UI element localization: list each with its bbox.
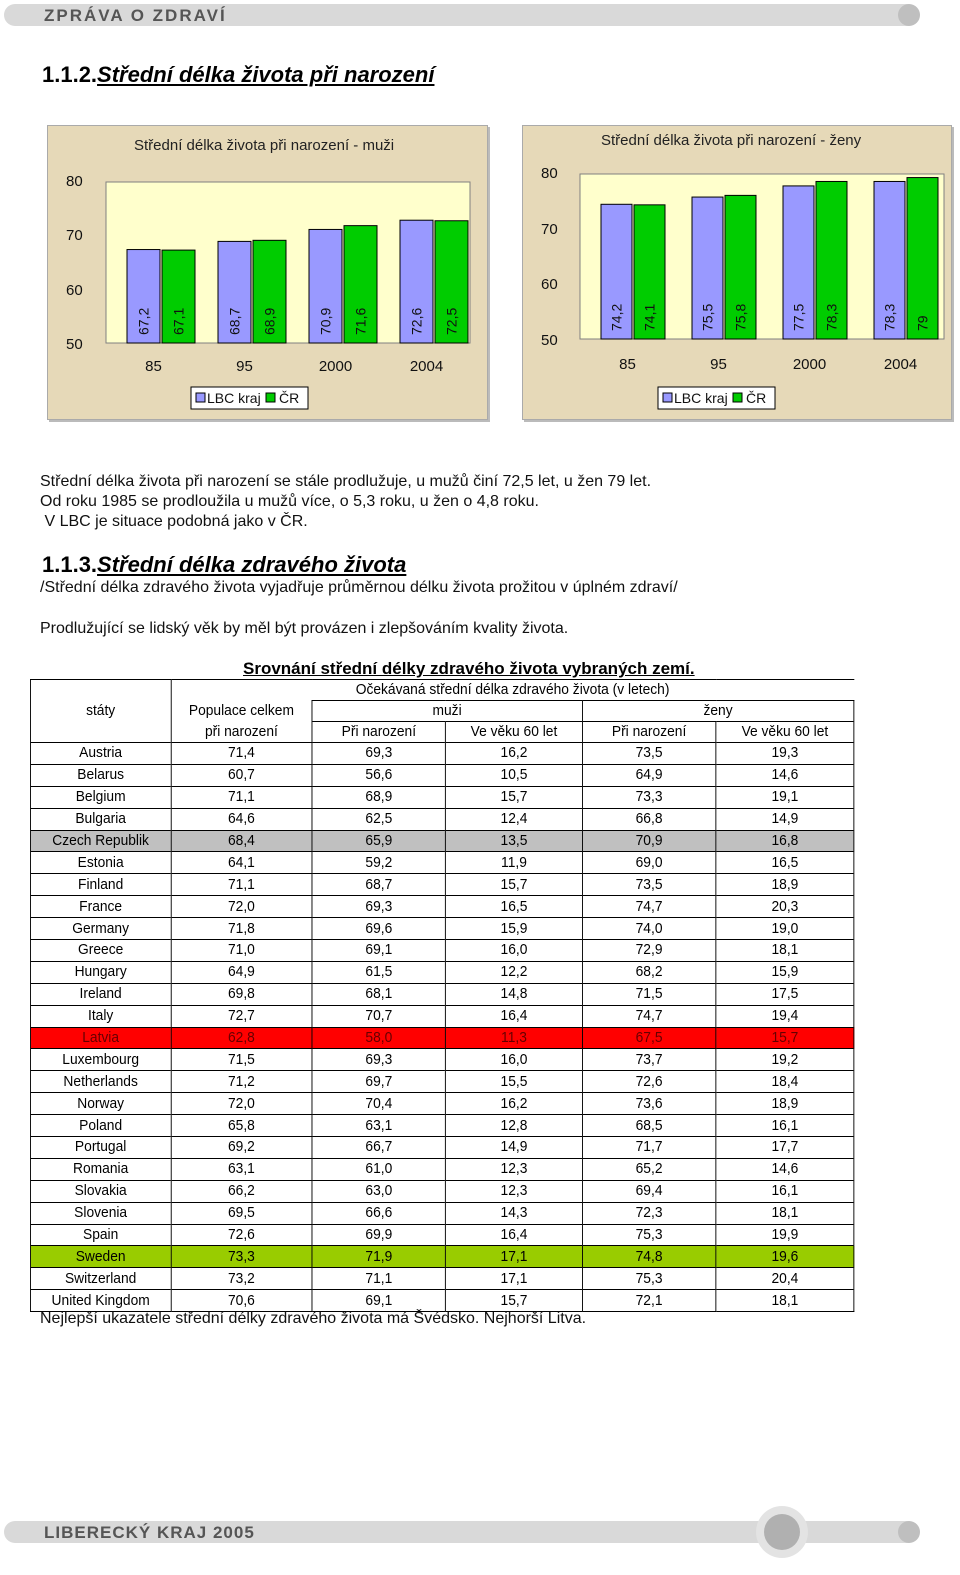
y-tick-label: 50	[541, 332, 558, 349]
table-row	[30, 1268, 853, 1290]
cell-men-birth: 58,0	[312, 1027, 446, 1049]
cell-state: Sweden	[30, 1246, 170, 1268]
y-tick-label: 60	[66, 282, 83, 299]
cell-women-birth: 71,7	[582, 1137, 716, 1159]
cell-women-60: 16,5	[716, 852, 854, 874]
section1-title: Střední délka života při narození	[97, 62, 435, 87]
table-row	[30, 1180, 853, 1202]
table-row	[30, 961, 853, 983]
cell-population: 63,1	[171, 1158, 312, 1180]
paragraph-line-2: Od roku 1985 se prodloužila u mužů více, o 5,3 roku, u žen o 4,8 roku.	[40, 493, 539, 510]
y-tick-label: 70	[541, 221, 558, 238]
table-row	[30, 786, 853, 808]
cell-men-birth: 69,3	[312, 743, 446, 765]
cell-men-60: 15,7	[446, 1290, 582, 1312]
cell-women-birth: 64,9	[582, 764, 716, 786]
col-header-men-60: Ve věku 60 let	[446, 722, 582, 743]
x-tick-label: 2004	[409, 358, 444, 375]
cell-state: Czech Republik	[30, 830, 170, 852]
cell-state: Ireland	[30, 983, 170, 1005]
section2-title: Střední délka zdravého života	[97, 552, 407, 577]
col-header-men-birth: Při narození	[312, 722, 446, 743]
cell-women-60: 15,9	[716, 961, 854, 983]
table-title: Srovnání střední délky zdravého života vybraných zemí.	[243, 659, 695, 678]
cell-women-60: 16,1	[716, 1115, 854, 1137]
cell-women-60: 15,7	[716, 1027, 854, 1049]
table-row	[30, 1049, 853, 1071]
cell-men-birth: 69,1	[312, 940, 446, 962]
cell-population: 72,0	[171, 1093, 312, 1115]
bar-value-label: 68,7	[226, 307, 243, 335]
cell-population: 73,3	[171, 1246, 312, 1268]
table-row	[30, 1224, 853, 1246]
cell-state: Hungary	[30, 961, 170, 983]
col-header-women-60: Ve věku 60 let	[716, 722, 854, 743]
cell-men-60: 16,2	[446, 1093, 582, 1115]
y-tick-label: 60	[541, 276, 558, 293]
chart-men-svg	[48, 126, 487, 419]
col-header-pop-2: při narození	[171, 722, 312, 743]
paragraph-line-1: Střední délka života při narození se stále prodlužuje, u mužů činí 72,5 let, u žen 79 let.	[40, 473, 652, 490]
cell-population: 66,2	[171, 1180, 312, 1202]
cell-women-60: 18,1	[716, 1202, 854, 1224]
cell-men-birth: 62,5	[312, 808, 446, 830]
x-tick-label: 95	[710, 356, 727, 373]
cell-women-60: 18,1	[716, 1290, 854, 1312]
table-row	[30, 830, 853, 852]
cell-men-60: 10,5	[446, 764, 582, 786]
cell-men-60: 11,3	[446, 1027, 582, 1049]
col-header-women-birth: Při narození	[582, 722, 716, 743]
cell-women-60: 19,2	[716, 1049, 854, 1071]
legend-swatch	[196, 393, 205, 402]
section-heading-1	[42, 62, 434, 88]
cell-women-60: 19,0	[716, 918, 854, 940]
cell-women-birth: 72,9	[582, 940, 716, 962]
section1-number: 1.1.2.	[42, 62, 98, 87]
cell-women-birth: 66,8	[582, 808, 716, 830]
cell-men-birth: 70,4	[312, 1093, 446, 1115]
cell-state: Portugal	[30, 1137, 170, 1159]
bar-value-label: 68,9	[261, 307, 278, 335]
cell-men-60: 12,3	[446, 1180, 582, 1202]
cell-population: 71,5	[171, 1049, 312, 1071]
paragraph-line-3: V LBC je situace podobná jako v ČR.	[40, 513, 308, 530]
table-row	[30, 1290, 853, 1312]
legend-swatch	[733, 393, 742, 402]
cell-men-birth: 69,3	[312, 896, 446, 918]
cell-men-60: 11,9	[446, 852, 582, 874]
cell-population: 60,7	[171, 764, 312, 786]
cell-women-birth: 69,0	[582, 852, 716, 874]
cell-men-60: 16,0	[446, 1049, 582, 1071]
cell-women-60: 18,9	[716, 874, 854, 896]
table-header-top: Očekávaná střední délka zdravého života (v letech)	[171, 680, 854, 701]
cell-men-60: 12,8	[446, 1115, 582, 1137]
conclusion-text: Nejlepší ukazatele střední délky zdravého života má Švédsko. Nejhorší Litva.	[40, 1310, 587, 1327]
cell-women-60: 18,4	[716, 1071, 854, 1093]
table-row	[30, 808, 853, 830]
x-tick-label: 85	[619, 356, 636, 373]
cell-women-birth: 73,7	[582, 1049, 716, 1071]
x-tick-label: 2000	[792, 356, 827, 373]
cell-women-60: 19,6	[716, 1246, 854, 1268]
cell-men-60: 16,4	[446, 1224, 582, 1246]
cell-men-birth: 61,5	[312, 961, 446, 983]
cell-state: Latvia	[30, 1027, 170, 1049]
cell-state: Luxembourg	[30, 1049, 170, 1071]
table-row	[30, 852, 853, 874]
cell-women-birth: 73,5	[582, 874, 716, 896]
cell-women-60: 17,7	[716, 1137, 854, 1159]
cell-women-birth: 74,7	[582, 1005, 716, 1027]
cell-men-60: 15,7	[446, 874, 582, 896]
cell-women-birth: 68,5	[582, 1115, 716, 1137]
cell-women-60: 14,9	[716, 808, 854, 830]
cell-men-birth: 66,6	[312, 1202, 446, 1224]
cell-men-60: 14,8	[446, 983, 582, 1005]
cell-men-birth: 69,3	[312, 1049, 446, 1071]
chart-women-svg	[523, 126, 951, 419]
cell-men-60: 15,5	[446, 1071, 582, 1093]
legend-label: ČR	[746, 390, 767, 406]
table-row	[30, 743, 853, 765]
cell-men-birth: 70,7	[312, 1005, 446, 1027]
cell-women-60: 18,9	[716, 1093, 854, 1115]
cell-women-birth: 70,9	[582, 830, 716, 852]
cell-women-60: 19,4	[716, 1005, 854, 1027]
table-row	[30, 918, 853, 940]
cell-state: Switzerland	[30, 1268, 170, 1290]
cell-men-birth: 69,6	[312, 918, 446, 940]
cell-women-60: 20,3	[716, 896, 854, 918]
table-row	[30, 983, 853, 1005]
cell-men-birth: 68,1	[312, 983, 446, 1005]
x-tick-label: 2004	[883, 356, 918, 373]
cell-state: Belarus	[30, 764, 170, 786]
cell-population: 71,4	[171, 743, 312, 765]
cell-population: 62,8	[171, 1027, 312, 1049]
cell-state: Slovenia	[30, 1202, 170, 1224]
bar-value-label: 78,3	[823, 303, 840, 331]
cell-state: Spain	[30, 1224, 170, 1246]
legend-label: LBC kraj	[207, 390, 261, 406]
cell-state: Netherlands	[30, 1071, 170, 1093]
bar-value-label: 77,5	[790, 303, 807, 331]
cell-women-birth: 68,2	[582, 961, 716, 983]
cell-men-60: 12,2	[446, 961, 582, 983]
bar-value-label: 67,1	[170, 307, 187, 335]
bar-value-label: 72,5	[443, 307, 460, 335]
table-row	[30, 1071, 853, 1093]
table-row	[30, 1005, 853, 1027]
section2-number: 1.1.3.	[42, 552, 98, 577]
cell-men-60: 15,9	[446, 918, 582, 940]
cell-women-60: 16,8	[716, 830, 854, 852]
bar-value-label: 78,3	[881, 303, 898, 331]
cell-state: United Kingdom	[30, 1290, 170, 1312]
cell-population: 64,1	[171, 852, 312, 874]
legend-label: LBC kraj	[674, 390, 728, 406]
cell-women-60: 17,5	[716, 983, 854, 1005]
cell-state: Belgium	[30, 786, 170, 808]
bar-value-label: 79	[914, 315, 931, 331]
chart-women-title: Střední délka života při narození - ženy	[601, 132, 862, 149]
cell-population: 65,8	[171, 1115, 312, 1137]
table-row	[30, 1246, 853, 1268]
col-header-pop-1: Populace celkem	[171, 701, 312, 722]
cell-state: Bulgaria	[30, 808, 170, 830]
cell-women-birth: 74,7	[582, 896, 716, 918]
y-tick-label: 80	[541, 165, 558, 182]
cell-population: 73,2	[171, 1268, 312, 1290]
cell-women-birth: 75,3	[582, 1268, 716, 1290]
legend-swatch	[663, 393, 672, 402]
cell-population: 70,6	[171, 1290, 312, 1312]
cell-men-birth: 68,7	[312, 874, 446, 896]
bar-value-label: 75,5	[699, 303, 716, 331]
cell-men-60: 16,0	[446, 940, 582, 962]
cell-population: 69,2	[171, 1137, 312, 1159]
cell-men-60: 16,2	[446, 743, 582, 765]
bar-value-label: 71,6	[352, 307, 369, 335]
section-heading-2	[42, 552, 406, 578]
cell-women-birth: 72,6	[582, 1071, 716, 1093]
cell-men-60: 12,3	[446, 1158, 582, 1180]
cell-population: 71,8	[171, 918, 312, 940]
col-header-men: muži	[312, 701, 582, 722]
cell-state: Austria	[30, 743, 170, 765]
bar-value-label: 74,2	[608, 303, 625, 331]
cell-population: 72,7	[171, 1005, 312, 1027]
bar-value-label: 67,2	[135, 307, 152, 335]
cell-men-birth: 66,7	[312, 1137, 446, 1159]
cell-women-60: 18,1	[716, 940, 854, 962]
table-row	[30, 764, 853, 786]
table-row	[30, 1202, 853, 1224]
cell-state: Greece	[30, 940, 170, 962]
cell-men-60: 12,4	[446, 808, 582, 830]
col-header-states: státy	[30, 680, 170, 743]
cell-men-60: 14,9	[446, 1137, 582, 1159]
cell-men-60: 17,1	[446, 1246, 582, 1268]
cell-men-birth: 69,9	[312, 1224, 446, 1246]
footer-dot	[898, 1521, 920, 1543]
cell-men-60: 17,1	[446, 1268, 582, 1290]
cell-men-birth: 68,9	[312, 786, 446, 808]
cell-women-60: 20,4	[716, 1268, 854, 1290]
header-dot	[898, 4, 920, 26]
table-row	[30, 1093, 853, 1115]
cell-women-60: 16,1	[716, 1180, 854, 1202]
cell-population: 64,9	[171, 961, 312, 983]
cell-men-birth: 63,1	[312, 1115, 446, 1137]
table-row	[30, 940, 853, 962]
cell-men-birth: 71,9	[312, 1246, 446, 1268]
footer-title: LIBERECKÝ KRAJ 2005	[44, 1523, 255, 1542]
y-tick-label: 50	[66, 336, 83, 353]
footer-circle-inner	[764, 1514, 800, 1550]
cell-women-60: 19,3	[716, 743, 854, 765]
x-tick-label: 85	[145, 358, 162, 375]
cell-population: 69,8	[171, 983, 312, 1005]
cell-men-birth: 61,0	[312, 1158, 446, 1180]
cell-state: Finland	[30, 874, 170, 896]
table-row	[30, 874, 853, 896]
cell-women-birth: 69,4	[582, 1180, 716, 1202]
chart-women	[522, 125, 952, 420]
paragraph-life-expectancy	[40, 472, 651, 532]
cell-men-birth: 59,2	[312, 852, 446, 874]
cell-men-birth: 69,1	[312, 1290, 446, 1312]
cell-men-60: 14,3	[446, 1202, 582, 1224]
page-header	[4, 4, 918, 26]
cell-men-birth: 63,0	[312, 1180, 446, 1202]
cell-women-60: 14,6	[716, 764, 854, 786]
cell-state: Germany	[30, 918, 170, 940]
cell-women-birth: 67,5	[582, 1027, 716, 1049]
cell-population: 71,1	[171, 874, 312, 896]
cell-men-birth: 56,6	[312, 764, 446, 786]
cell-population: 71,0	[171, 940, 312, 962]
cell-state: Slovakia	[30, 1180, 170, 1202]
cell-men-60: 13,5	[446, 830, 582, 852]
table-row	[30, 1137, 853, 1159]
cell-population: 69,5	[171, 1202, 312, 1224]
col-header-women: ženy	[582, 701, 854, 722]
cell-men-60: 16,4	[446, 1005, 582, 1027]
cell-women-60: 14,6	[716, 1158, 854, 1180]
cell-population: 72,0	[171, 896, 312, 918]
cell-state: Romania	[30, 1158, 170, 1180]
cell-state: Italy	[30, 1005, 170, 1027]
cell-population: 64,6	[171, 808, 312, 830]
legend-label: ČR	[279, 390, 300, 406]
table-row	[30, 1115, 853, 1137]
bar	[907, 178, 938, 339]
cell-men-birth: 71,1	[312, 1268, 446, 1290]
x-tick-label: 2000	[318, 358, 353, 375]
cell-population: 71,1	[171, 786, 312, 808]
healthy-life-table	[30, 679, 854, 1312]
table-row	[30, 1027, 853, 1049]
cell-women-birth: 72,3	[582, 1202, 716, 1224]
header-title: ZPRÁVA O ZDRAVÍ	[44, 6, 227, 25]
legend-swatch	[266, 393, 275, 402]
cell-women-birth: 65,2	[582, 1158, 716, 1180]
cell-population: 71,2	[171, 1071, 312, 1093]
bar-value-label: 74,1	[641, 303, 658, 331]
cell-state: Poland	[30, 1115, 170, 1137]
cell-men-60: 16,5	[446, 896, 582, 918]
y-tick-label: 70	[66, 227, 83, 244]
cell-men-birth: 65,9	[312, 830, 446, 852]
cell-women-birth: 74,8	[582, 1246, 716, 1268]
cell-women-birth: 74,0	[582, 918, 716, 940]
cell-state: Norway	[30, 1093, 170, 1115]
chart-men-title: Střední délka života při narození - muži	[134, 137, 395, 154]
bar-value-label: 75,8	[732, 303, 749, 331]
cell-women-birth: 73,6	[582, 1093, 716, 1115]
cell-women-birth: 71,5	[582, 983, 716, 1005]
bar-value-label: 72,6	[408, 307, 425, 335]
x-tick-label: 95	[236, 358, 253, 375]
cell-population: 68,4	[171, 830, 312, 852]
cell-women-60: 19,1	[716, 786, 854, 808]
cell-state: Estonia	[30, 852, 170, 874]
cell-women-60: 19,9	[716, 1224, 854, 1246]
bar-value-label: 70,9	[317, 307, 334, 335]
cell-men-60: 15,7	[446, 786, 582, 808]
y-tick-label: 80	[66, 173, 83, 190]
cell-women-birth: 75,3	[582, 1224, 716, 1246]
definition-text: /Střední délka zdravého života vyjadřuje průměrnou délku života prožitou v úplném zdraví/	[40, 579, 678, 596]
chart-men	[47, 125, 488, 420]
cell-men-birth: 69,7	[312, 1071, 446, 1093]
cell-women-birth: 73,3	[582, 786, 716, 808]
cell-population: 72,6	[171, 1224, 312, 1246]
page-footer	[4, 1512, 918, 1552]
table-row	[30, 1158, 853, 1180]
cell-state: France	[30, 896, 170, 918]
cell-women-birth: 72,1	[582, 1290, 716, 1312]
cell-women-birth: 73,5	[582, 743, 716, 765]
statement-text: Prodlužující se lidský věk by měl být provázen i zlepšováním kvality života.	[40, 620, 569, 637]
table-row	[30, 896, 853, 918]
